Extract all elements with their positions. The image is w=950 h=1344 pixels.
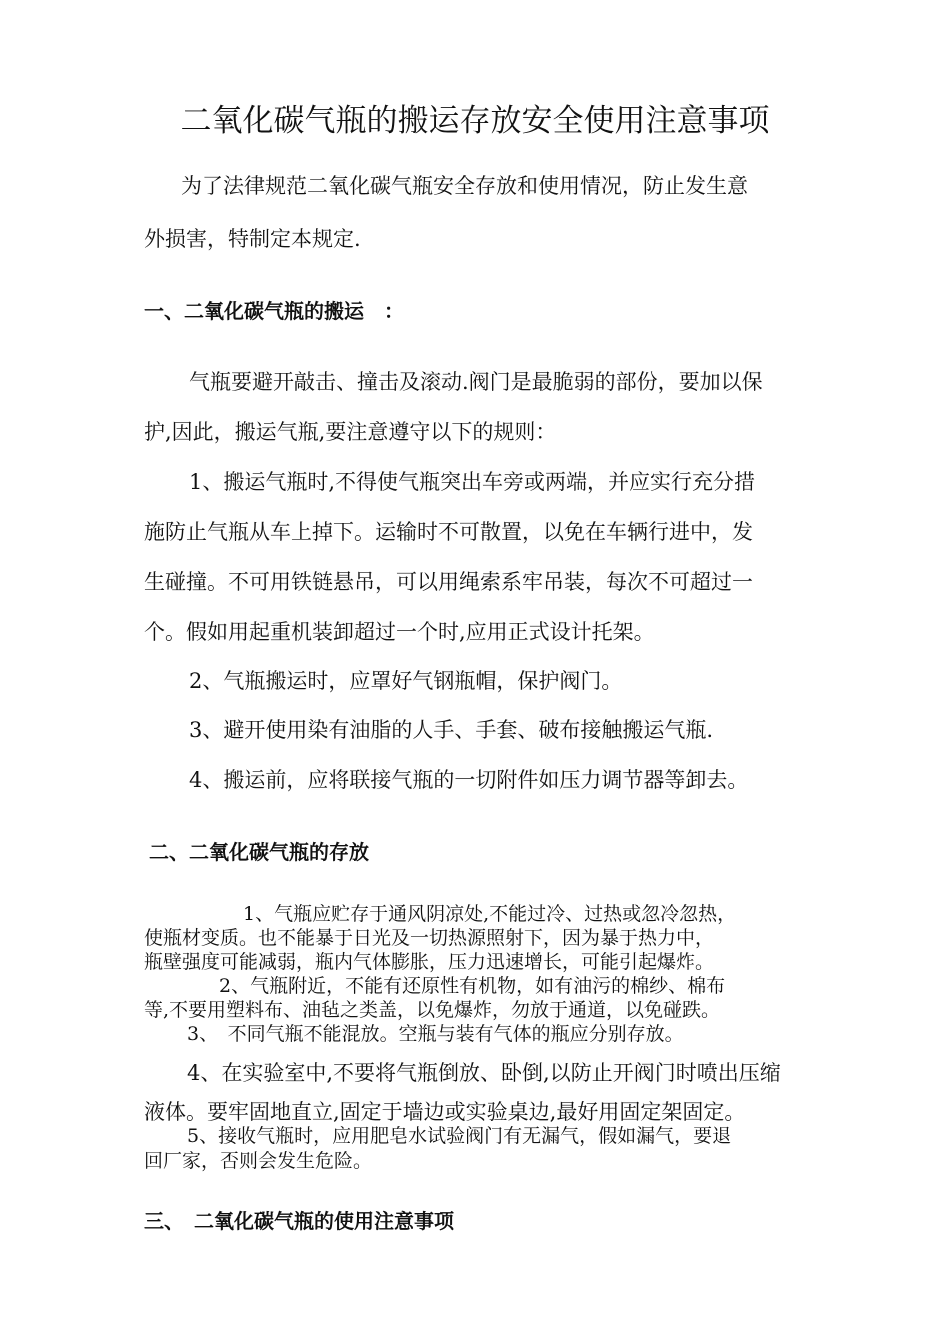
- storage-item-1-line-2: 使瓶材变质。也不能暴于日光及一切热源照射下，因为暴于热力中，: [144, 927, 715, 949]
- transport-rule-1-line-2: 施防止气瓶从车上掉下。运输时不可散置，以免在车辆行进中，发: [144, 520, 753, 544]
- intro-line-2: 外损害，特制定本规定.: [144, 227, 361, 251]
- transport-rule-1-line-3: 生碰撞。不可用铁链悬吊，可以用绳索系牢吊装，每次不可超过一: [144, 570, 753, 594]
- storage-item-2-line-2: 等,不要用塑料布、油毡之类盖，以免爆炸，勿放于通道，以免碰跌。: [144, 999, 721, 1021]
- storage-item-4-line-1: 4、在实验室中,不要将气瓶倒放、卧倒,以防止开阀门时喷出压缩: [187, 1061, 781, 1085]
- transport-rule-3: 3、避开使用染有油脂的人手、手套、破布接触搬运气瓶.: [189, 718, 714, 742]
- storage-item-1-line-3: 瓶壁强度可能减弱，瓶内气体膨胀，压力迅速增长，可能引起爆炸。: [144, 951, 715, 973]
- storage-item-1-line-1: 1、气瓶应贮存于通风阴凉处,不能过冷、过热或忽冷忽热，: [243, 903, 737, 925]
- document-title: 二氧化碳气瓶的搬运存放安全使用注意事项: [180, 103, 770, 139]
- storage-item-5-line-2: 回厂家，否则会发生危险。: [144, 1150, 373, 1172]
- storage-item-2-line-1: 2、气瓶附近，不能有还原性有机物，如有油污的棉纱、棉布: [219, 975, 726, 997]
- intro-line-1: 为了法律规范二氧化碳气瓶安全存放和使用情况，防止发生意: [181, 174, 748, 198]
- storage-item-4-line-2: 液体。要牢固地直立,固定于墙边或实验桌边,最好用固定架固定。: [144, 1100, 746, 1124]
- section-3-heading: 三、 二氧化碳气瓶的使用注意事项: [144, 1209, 454, 1233]
- storage-item-5-line-1: 5、接收气瓶时，应用肥皂水试验阀门有无漏气，假如漏气，要退: [187, 1125, 732, 1147]
- transport-rule-1-line-4: 个。假如用起重机装卸超过一个时,应用正式设计托架。: [144, 620, 655, 644]
- section-1-heading: 一、二氧化碳气瓶的搬运 ：: [144, 299, 404, 323]
- transport-rule-2: 2、气瓶搬运时，应罩好气钢瓶帽，保护阀门。: [189, 669, 623, 693]
- section-1-para-line-1: 气瓶要避开敲击、撞击及滚动.阀门是最脆弱的部份，要加以保: [189, 370, 763, 394]
- section-2-heading: 二、二氧化碳气瓶的存放: [149, 840, 369, 864]
- storage-item-3: 3、 不同气瓶不能混放。空瓶与装有气体的瓶应分别存放。: [187, 1023, 684, 1045]
- transport-rule-1-line-1: 1、搬运气瓶时,不得使气瓶突出车旁或两端，并应实行充分措: [189, 470, 756, 494]
- section-1-para-line-2: 护,因此，搬运气瓶,要注意遵守以下的规则：: [144, 420, 557, 444]
- transport-rule-4: 4、搬运前，应将联接气瓶的一切附件如压力调节器等卸去。: [189, 768, 749, 792]
